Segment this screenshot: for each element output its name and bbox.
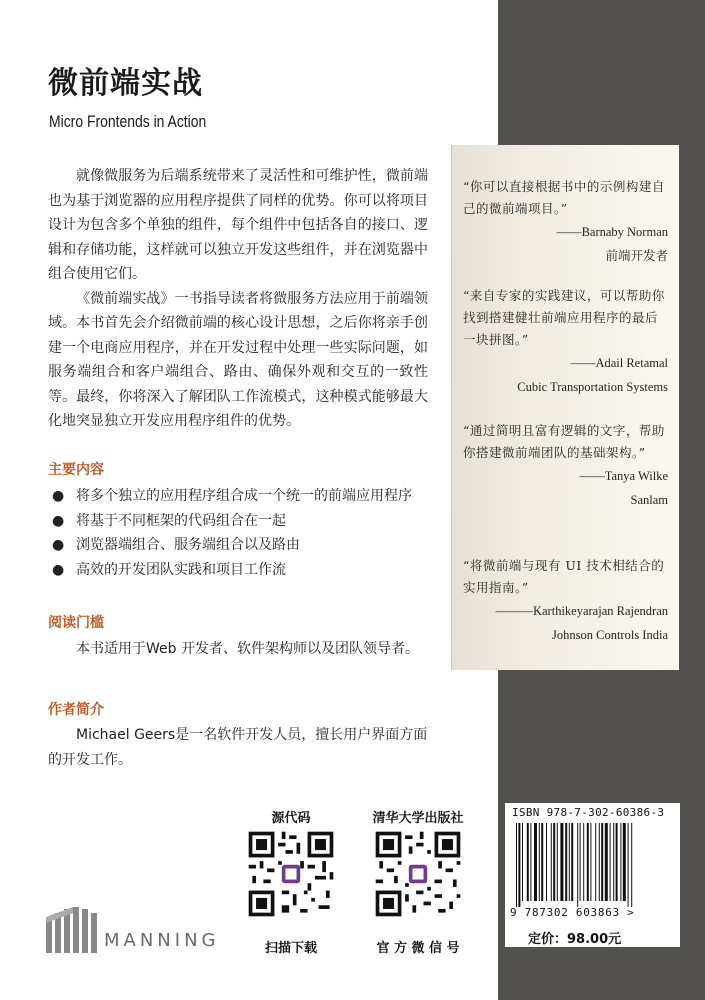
barcode-bar <box>522 823 523 901</box>
barcode-bar <box>560 823 563 901</box>
list-item: ● 将基于不同框架的代码组合在一起 <box>52 512 286 529</box>
barcode-bar <box>516 823 517 907</box>
barcode-bar <box>530 823 531 901</box>
price-label: 定价：98.00元 <box>528 932 622 947</box>
barcode-bar <box>580 823 581 901</box>
quote-author: ——Barnaby Norman <box>556 225 668 239</box>
intro-text <box>48 164 428 434</box>
book-title: 微前端实战 <box>48 66 203 101</box>
quote-author: ——Tanya Wilke <box>579 469 668 483</box>
barcode-bar <box>557 823 558 901</box>
barcode-bar <box>605 823 608 901</box>
barcode-bar <box>599 823 600 901</box>
reading-text: 本书适用于Web 开发者、软件架构师以及团队领导者。 <box>76 641 419 657</box>
barcode-bar <box>628 823 629 907</box>
barcode-bar <box>534 823 537 901</box>
quote-text: “你可以直接根据书中的示例构建自己的微前端项目。” <box>463 179 665 216</box>
barcode-bar <box>610 823 611 901</box>
quote-text: “将微前端与现有 UI 技术相结合的实用指南。” <box>463 558 665 595</box>
quote-author: ——Adail Retamal <box>570 356 668 370</box>
barcode-bar <box>583 823 584 901</box>
barcode-bar <box>518 823 520 907</box>
book-subtitle: Micro Frontends in Action <box>49 112 207 131</box>
quote-2 <box>463 285 668 399</box>
barcode-bar <box>577 823 578 907</box>
main-content-heading: 主要内容 <box>48 462 104 478</box>
qr-scan-label: 扫描下载 <box>264 941 317 956</box>
barcode-bar <box>527 823 529 901</box>
barcode-bar <box>601 823 603 901</box>
quote-1 <box>463 176 668 268</box>
barcode-bar <box>616 823 618 901</box>
quote-org: 前端开发者 <box>605 249 668 263</box>
qr-wechat-label: 官 方 微 信 号 <box>376 941 460 956</box>
list-item: ● 将多个独立的应用程序组合成一个统一的前端应用程序 <box>52 488 412 504</box>
barcode-bar <box>623 823 626 901</box>
isbn-barcode <box>514 823 674 907</box>
quote-text: “通过简明且富有逻辑的文字，帮助你搭建微前端团队的基础架构。” <box>463 423 665 460</box>
barcode-bar <box>541 823 543 901</box>
author-heading: 作者简介 <box>48 702 104 718</box>
quote-4 <box>463 555 668 647</box>
main-content-list <box>48 484 428 582</box>
quote-org: Cubic Transportation Systems <box>517 380 668 394</box>
barcode-bar <box>590 823 591 901</box>
quote-author: ———Karthikeyarajan Rajendran <box>495 604 668 618</box>
barcode-bar <box>613 823 614 901</box>
list-item: ● 浏览器端组合、服务端组合以及路由 <box>52 537 300 553</box>
barcode-bar <box>551 823 552 901</box>
author-text: Michael Geers是一名软件开发人员，擅长用户界面方面的开发工作。 <box>48 727 428 768</box>
barcode-bar <box>631 823 632 907</box>
manning-wordmark: MANNING <box>104 930 220 951</box>
barcode-bar <box>546 823 547 901</box>
barcode-bar <box>539 823 540 901</box>
barcode-bar <box>620 823 621 901</box>
barcode-bar <box>595 823 596 901</box>
quote-text: “来自专家的实践建议，可以帮助你找到搭建健壮前端应用程序的最后一块拼图。” <box>463 288 665 347</box>
isbn-label: ISBN 978-7-302-60386-3 <box>512 806 665 819</box>
barcode-bar <box>553 823 555 901</box>
barcode-bar <box>565 823 567 901</box>
barcode-bar <box>569 823 570 901</box>
quote-3 <box>463 420 668 512</box>
isbn-digits: 9 787302 603863 > <box>510 906 635 919</box>
reading-heading: 阅读门槛 <box>48 615 104 631</box>
barcode-bar <box>571 823 573 901</box>
publisher-qr-code <box>372 828 464 920</box>
intro-paragraph-2: 《微前端实战》一书指导读者将微服务方法应用于前端领域。本书首先会介绍微前端的核心设计思想，之后你将亲手创建一个电商应用程序，并在开发过程中处理一些实际问题，如服务端组合和客户端组合、路由、确保外观和交互的一致性等。最终，你将深入了解团队工作流模式，这种模式能够最大化地突显独立开发应用程序组件的优势。 <box>48 290 428 429</box>
qr-source-label: 源代码 <box>271 811 311 826</box>
intro-paragraph-1: 就像微服务为后端系统带来了灵活性和可维护性，微前端也为基于浏览器的应用程序提供了同样的优势。你可以将项目设计为包含多个单独的组件，每个组件中包括各自的接口、逻辑和存储功能，这样就可以独立开发这些组件，并在浏览器中组合使用它们。 <box>48 168 428 282</box>
qr-publisher-label: 清华大学出版社 <box>372 811 464 826</box>
quote-org: Sanlam <box>630 493 668 507</box>
quote-org: Johnson Controls India <box>552 628 668 642</box>
list-item: ● 高效的开发团队实践和项目工作流 <box>52 561 286 578</box>
barcode-bar <box>587 823 589 901</box>
source-qr-code <box>245 828 337 920</box>
